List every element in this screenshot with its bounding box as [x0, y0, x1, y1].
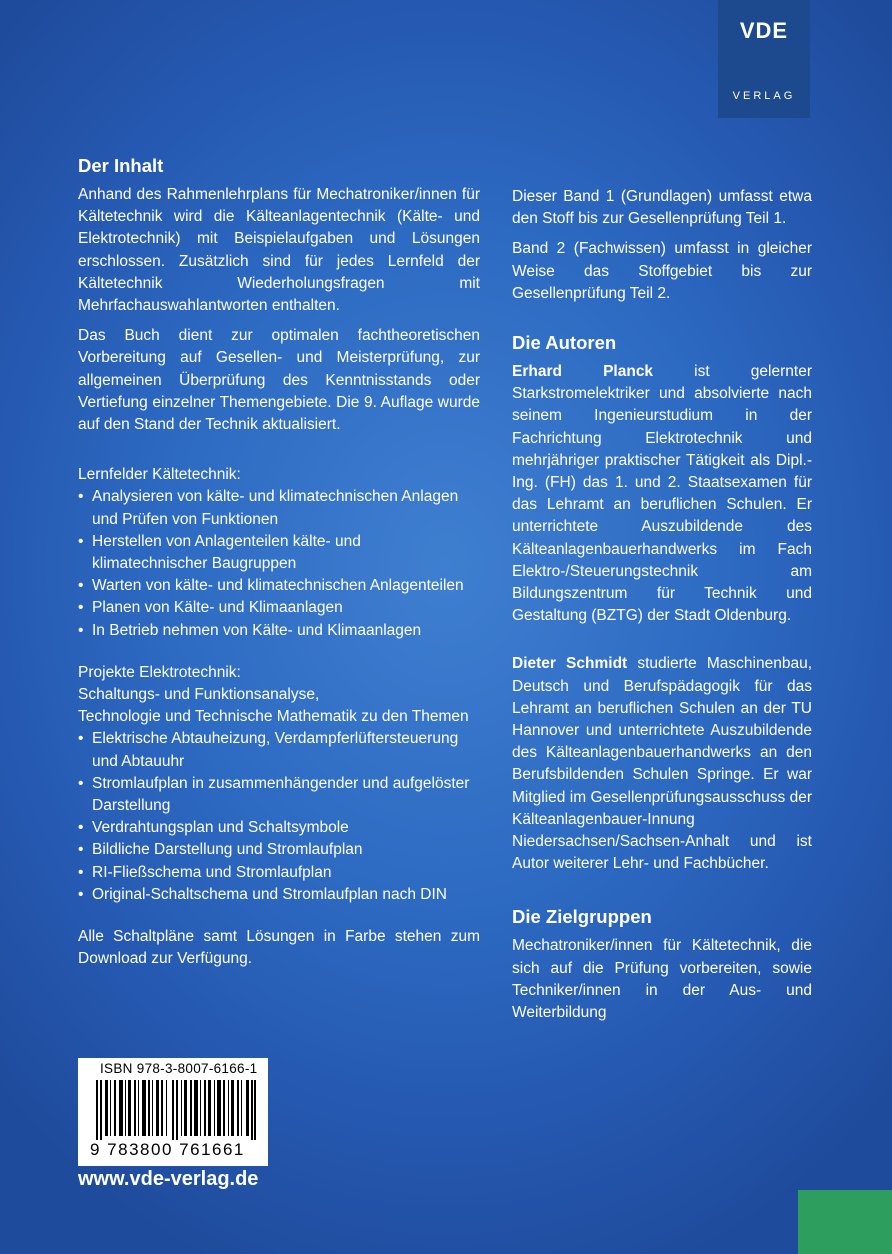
content-paragraph-1: Anhand des Rahmenlehrplans für Mechatroniker/innen für Kältetechnik wird die Kälteanlagentechnik (Kälte- und Elektrotechnik) mit Beispielaufgaben und Lösungen erschlossen. Zusätzlich sind für jedes Lernfeld der Kältetechnik Wiederholungsfragen mit Mehrfachauswahlantworten enthalten.	[78, 186, 480, 315]
list-item: • Planen von Kälte- und Klimaanlagen	[78, 597, 480, 619]
list-item: • In Betrieb nehmen von Kälte- und Klimaanlagen	[78, 620, 480, 642]
list-item: • Verdrahtungsplan und Schaltsymbole	[78, 817, 480, 839]
content-paragraph-2: Das Buch dient zur optimalen fachtheoretischen Vorbereitung auf Gesellen- und Meisterprüfung, zur allgemeinen Überprüfung des Kenntnisstands oder Vertiefung einzelner Themengebiete. Die 9. Auflage wurde auf den Stand der Technik aktualisiert.	[78, 327, 480, 434]
list-item: • Analysieren von kälte- und klimatechnischen Anlagen und Prüfen von Funktionen	[78, 486, 480, 530]
projects-title: Projekte Elektrotechnik:	[78, 663, 241, 681]
author2-bio	[512, 653, 812, 875]
learning-fields-title: Lernfelder Kältetechnik:	[78, 466, 241, 484]
list-item: • Herstellen von Anlagenteilen kälte- und klimatechnischer Baugruppen	[78, 531, 480, 575]
isbn-barcode-box	[78, 1058, 268, 1166]
list-item: • Elektrische Abtauheizung, Verdampferlüftersteuerung und Abtauuhr	[78, 728, 480, 772]
target-text: Mechatroniker/innen für Kältetechnik, die sich auf die Prüfung vorbereiten, sowie Techniker/innen in der Aus- und Weiterbildung	[512, 937, 812, 1022]
website-url[interactable]: www.vde-verlag.de	[78, 1168, 259, 1190]
learning-fields-list	[78, 486, 480, 641]
projects-list	[78, 728, 480, 906]
author1-bio	[512, 361, 812, 627]
ean-number: 9 783800 761661	[90, 1140, 245, 1159]
author2-name: Dieter Schmidt	[512, 655, 628, 673]
author1-name: Erhard Planck	[512, 363, 654, 381]
barcode-icon	[96, 1080, 256, 1140]
list-item: • Warten von kälte- und klimatechnischen Anlagenteilen	[78, 575, 480, 597]
projects-subtitle-1: Schaltungs- und Funktionsanalyse,	[78, 686, 320, 704]
list-item: • RI-Fließschema und Stromlaufplan	[78, 862, 480, 884]
list-item: • Original-Schaltschema und Stromlaufplan nach DIN	[78, 884, 480, 906]
right-column	[512, 186, 812, 1032]
target-heading: Die Zielgruppen	[512, 906, 652, 928]
projects-subtitle-2: Technologie und Technische Mathematik zu den Themen	[78, 708, 469, 726]
content-heading: Der Inhalt	[78, 155, 164, 176]
band2-text: Band 2 (Fachwissen) umfasst in gleicher Weise das Stoffgebiet bis zur Gesellenprüfung Teil 2.	[512, 240, 812, 302]
left-column	[78, 154, 480, 979]
logo-sub: VERLAG	[732, 90, 796, 102]
logo-brand: VDE	[739, 18, 789, 43]
isbn-label: ISBN 978-3-8007-6166-1	[100, 1061, 258, 1076]
vde-verlag-logo	[718, 0, 810, 118]
green-corner-block	[798, 1190, 892, 1254]
list-item: • Stromlaufplan in zusammenhängender und aufgelöster Darstellung	[78, 773, 480, 817]
authors-heading: Die Autoren	[512, 332, 617, 354]
author2-text: studierte Maschinenbau, Deutsch und Berufspädagogik für das Lehramt an beruflichen Schulen an der TU Hannover und unterrichtete Auszubildende des Kälteanlagenbauerhandwerks an den Berufsbildenden Schulen Springe. Er war Mitglied im Gesellenprüfungsausschuss der Kälteanlagenbauer-Innung Niedersachsen/Sachsen-Anhalt und ist Autor weiterer Lehr- und Fachbücher.	[512, 655, 813, 873]
band1-text: Dieser Band 1 (Grundlagen) umfasst etwa den Stoff bis zur Gesellenprüfung Teil 1.	[512, 188, 812, 228]
list-item: • Bildliche Darstellung und Stromlaufplan	[78, 839, 480, 861]
author1-text: ist gelernter Starkstromelektriker und absolvierte nach seinem Ingenieurstudium in der Fachrichtung Elektrotechnik und mehrjähriger praktischer Tätigkeit als Dipl.-Ing. (FH) das 1. und 2. Staatsexamen für das Lehramt an beruflichen Schulen. Er unterrichtete Auszubildende des Kälteanlagenbauerhandwerks im Fach Elektro-/Steuerungstechnik am Bildungszentrum für Technik und Gestaltung (BZTG) der Stadt Oldenburg.	[512, 363, 812, 625]
download-note: Alle Schaltpläne samt Lösungen in Farbe stehen zum Download zur Verfügung.	[78, 928, 480, 968]
